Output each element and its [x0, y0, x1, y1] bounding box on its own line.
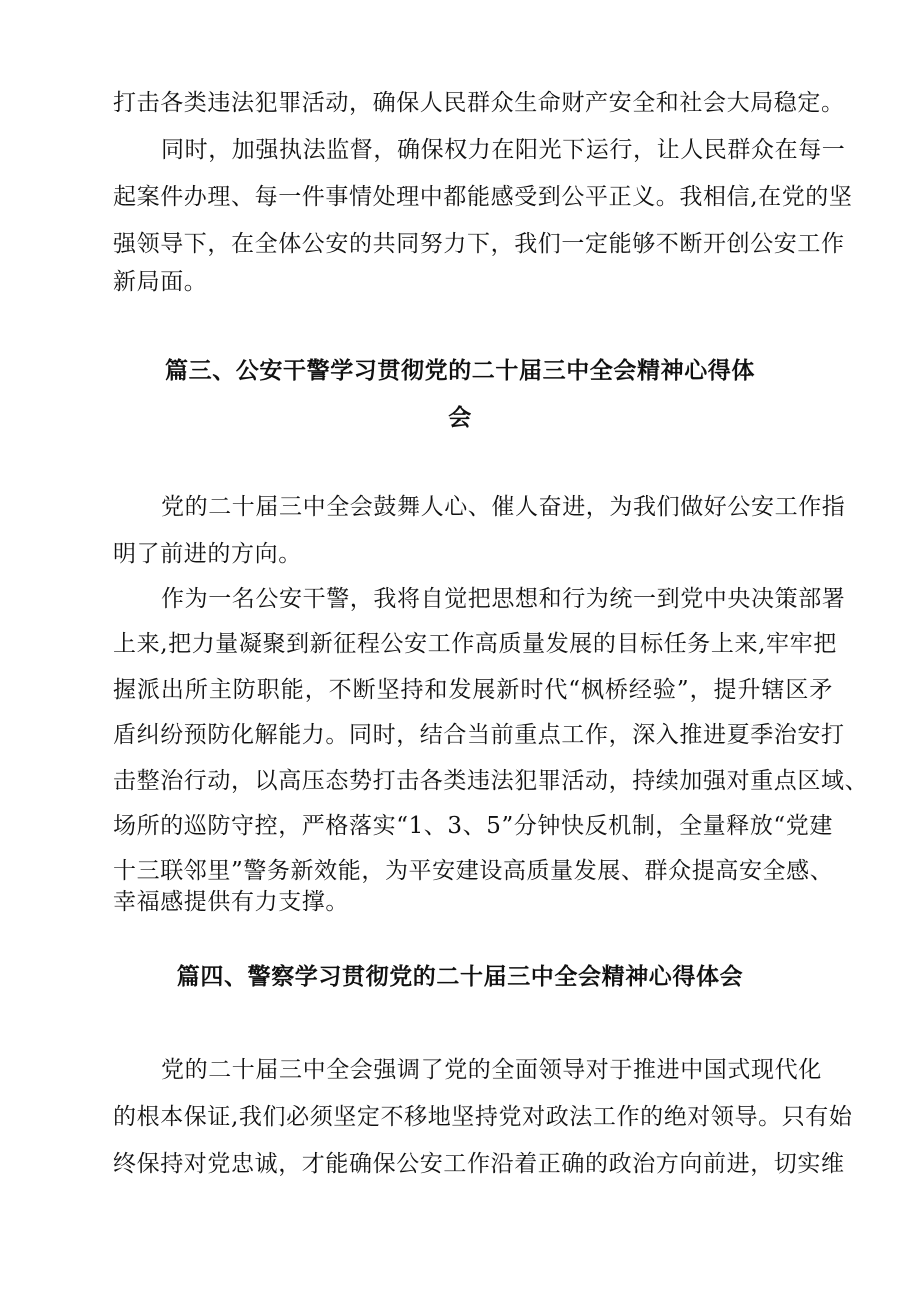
paragraph-line: 同时，加强执法监督，确保权力在阳光下运行，让人民群众在每一	[161, 137, 846, 163]
section-heading: 篇四、警察学习贯彻党的二十届三中全会精神心得体会	[176, 963, 744, 990]
section-heading: 篇三、公安干警学习贯彻党的二十届三中全会精神心得体	[165, 357, 755, 384]
paragraph-line: 上来,把力量凝聚到新征程公安工作高质量发展的目标任务上来,牢牢把	[113, 631, 837, 657]
paragraph-line: 握派出所主防职能，不断坚持和发展新时代“枫桥经验”，提升辖区矛	[113, 677, 833, 703]
paragraph-line: 击整治行动，以高压态势打击各类违法犯罪活动，持续加强对重点区域、	[113, 768, 869, 794]
section-heading-continued: 会	[448, 404, 472, 431]
paragraph-line: 盾纠纷预防化解能力。同时，结合当前重点工作，深入推进夏季治安打	[113, 722, 845, 748]
paragraph-line: 终保持对党忠诚，才能确保公安工作沿着正确的政治方向前进，切实维	[113, 1151, 845, 1177]
paragraph-line: 新局面。	[113, 269, 208, 295]
paragraph-line: 明了前进的方向。	[113, 541, 302, 567]
paragraph-line: 十三联邻里”警务新效能，为平安建设高质量发展、群众提高安全感、	[113, 858, 834, 884]
paragraph-line: 幸福感提供有力支撑。	[113, 889, 349, 915]
paragraph-line: 党的二十届三中全会鼓舞人心、催人奋进，为我们做好公安工作指	[161, 494, 846, 520]
paragraph-line: 起案件办理、每一件事情处理中都能感受到公平正义。我相信,在党的坚	[113, 184, 853, 210]
paragraph-line: 打击各类违法犯罪活动，确保人民群众生命财产安全和社会大局稳定。	[113, 90, 845, 116]
paragraph-line: 的根本保证,我们必须坚定不移地坚持党对政法工作的绝对领导。只有始	[113, 1104, 853, 1130]
paragraph-line: 强领导下，在全体公安的共同努力下，我们一定能够不断开创公安工作	[113, 231, 845, 257]
paragraph-line: 作为一名公安干警，我将自觉把思想和行为统一到党中央决策部署	[161, 586, 846, 612]
paragraph-line: 场所的巡防守控，严格落实“1、3、5”分钟快反机制，全量释放“党建	[113, 813, 833, 839]
paragraph-line: 党的二十届三中全会强调了党的全面领导对于推进中国式现代化	[161, 1057, 822, 1083]
